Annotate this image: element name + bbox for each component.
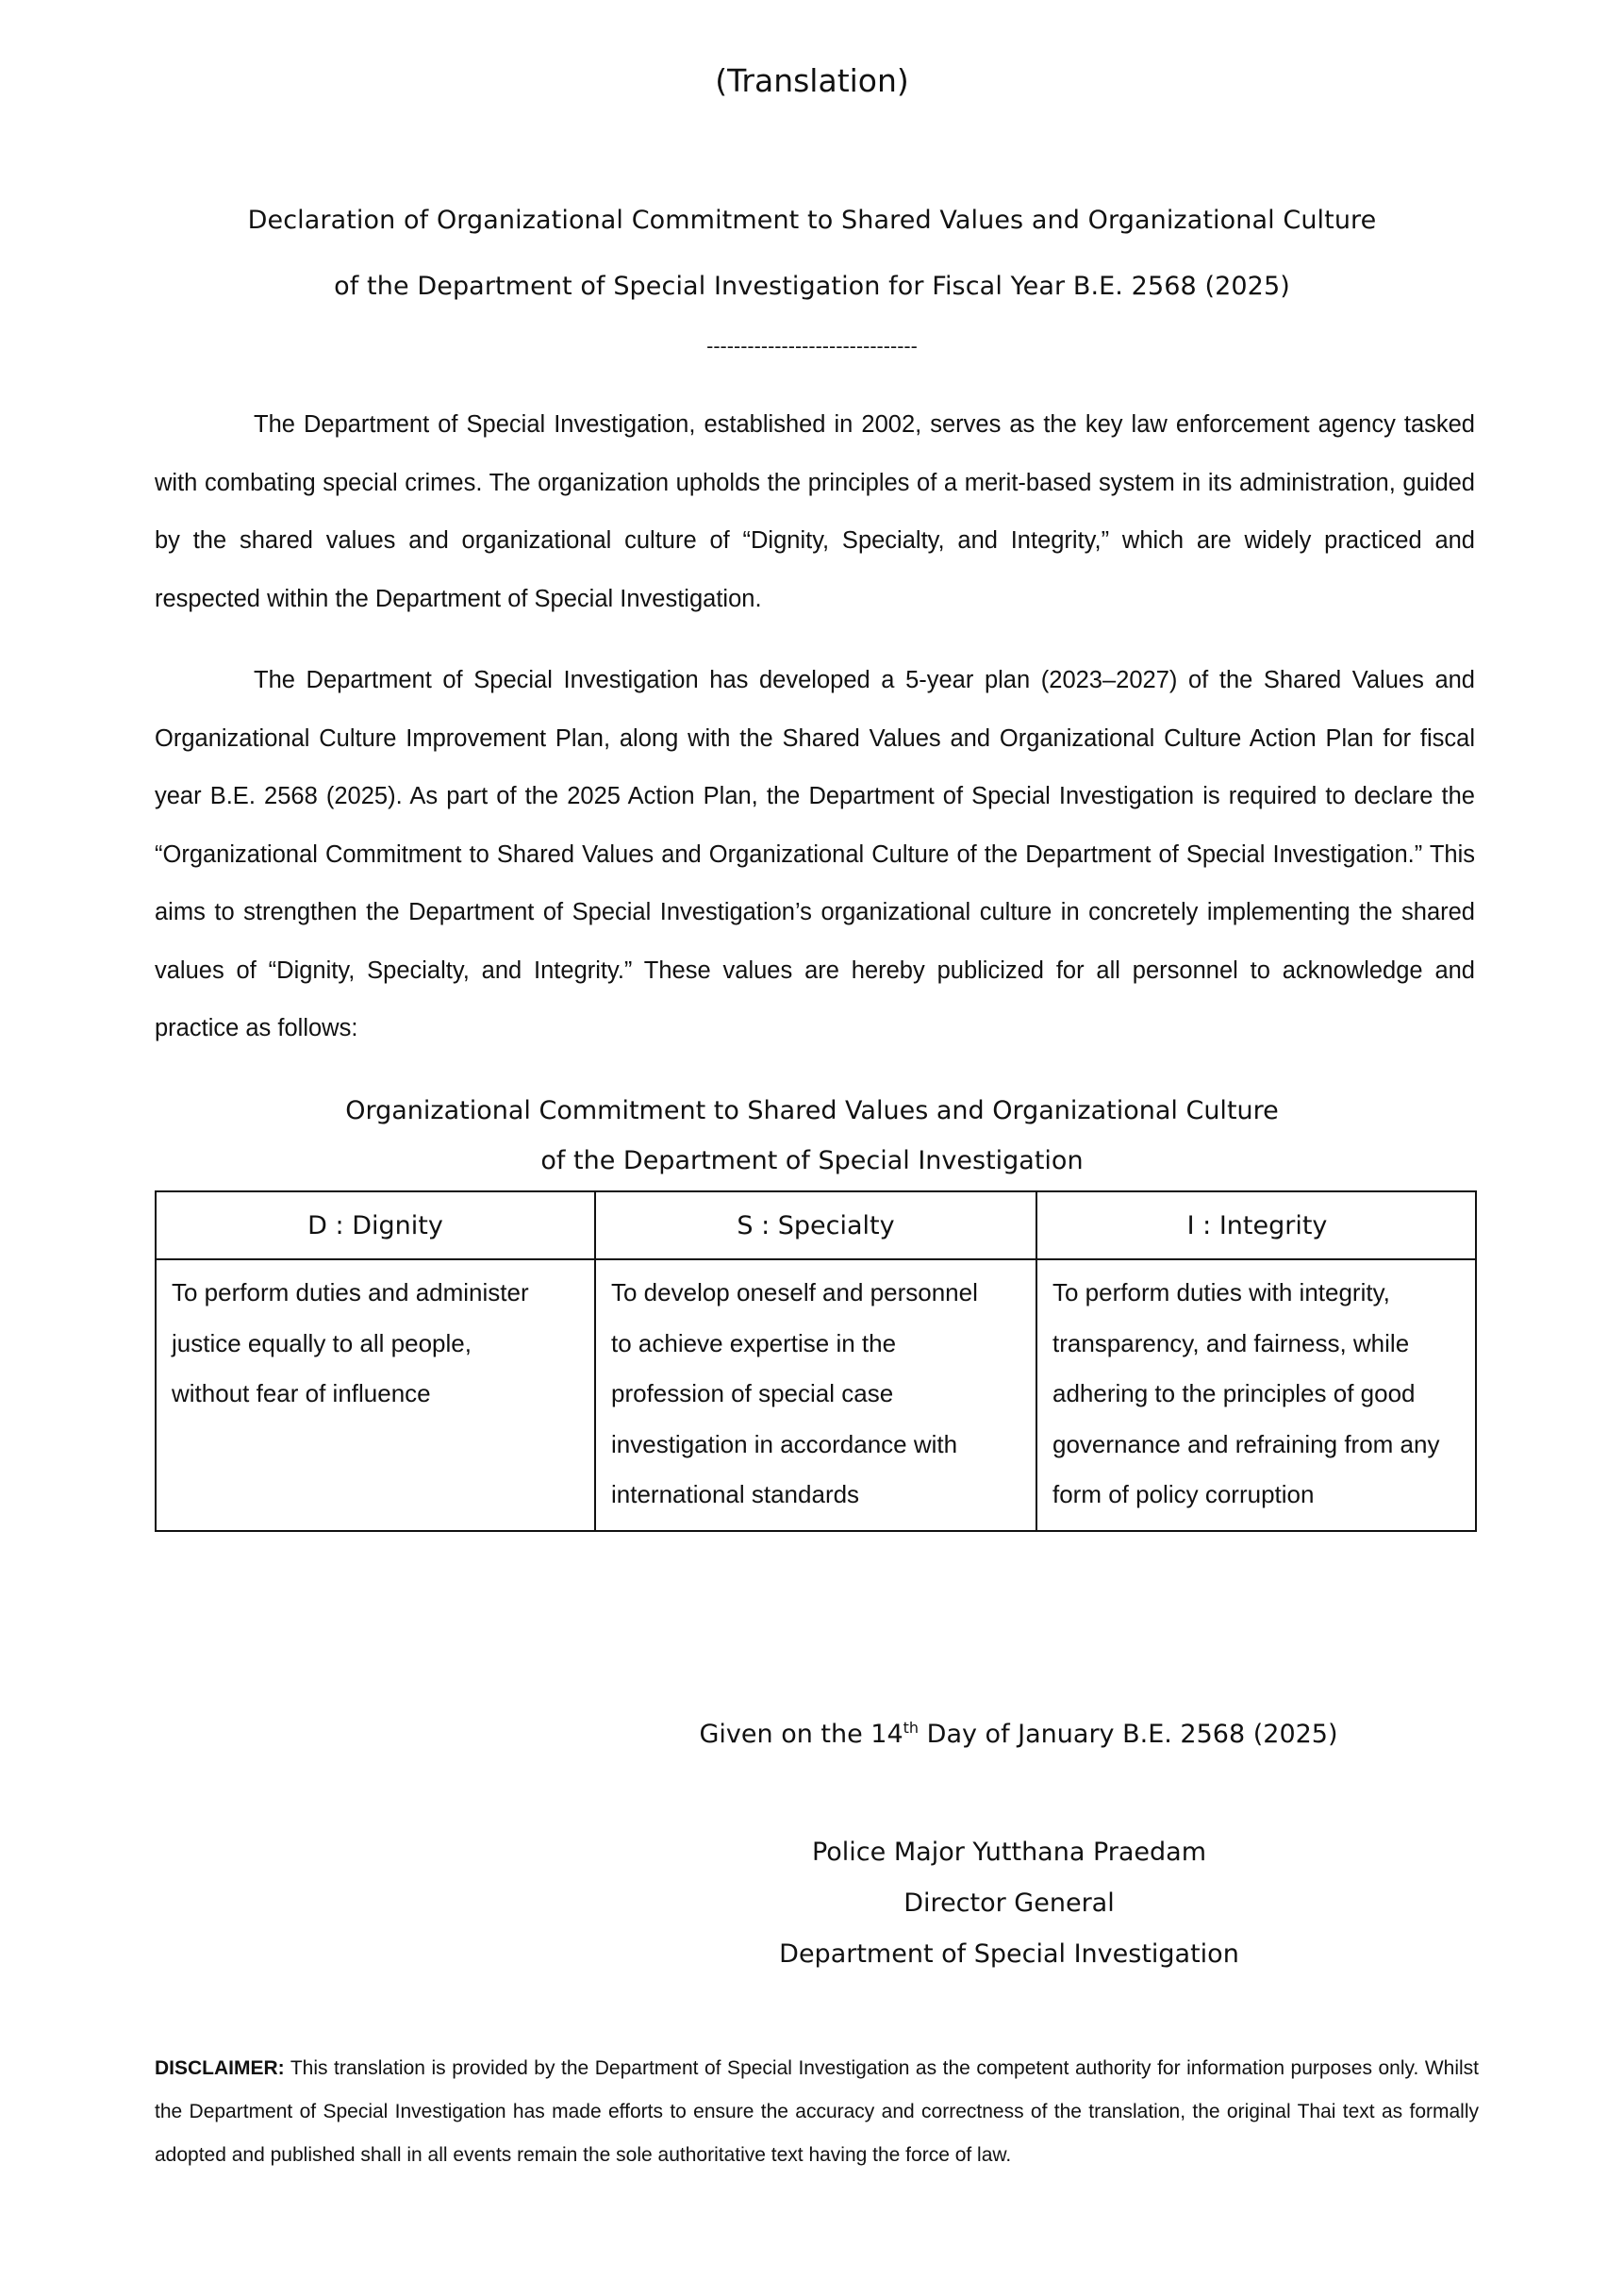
table-cell-line: To develop oneself and personnel <box>611 1278 978 1306</box>
table-cell-line: profession of special case <box>611 1379 894 1407</box>
document-title-line-2: of the Department of Special Investigation for Fiscal Year B.E. 2568 (2025) <box>334 272 1290 301</box>
table-header-dignity: D : Dignity <box>307 1211 443 1240</box>
given-on-ordinal: th <box>903 1719 920 1737</box>
table-cell-line: justice equally to all people, <box>172 1328 472 1357</box>
title-divider: ------------------------------- <box>706 335 918 358</box>
table-cell-line: To perform duties with integrity, <box>1052 1278 1390 1306</box>
table-cell-dignity <box>172 1268 587 1420</box>
document-title-line-1: Declaration of Organizational Commitment to Shared Values and Organizational Culture <box>247 206 1377 235</box>
disclaimer-label: DISCLAIMER: <box>155 2057 285 2079</box>
given-on-suffix: Day of January B.E. 2568 (2025) <box>919 1720 1338 1749</box>
signer-name: Police Major Yutthana Praedam <box>811 1838 1207 1867</box>
table-cell-line: adhering to the principles of good <box>1052 1379 1416 1407</box>
signer-title: Director General <box>903 1888 1115 1918</box>
signer-organization: Department of Special Investigation <box>779 1939 1239 1969</box>
table-cell-line: international standards <box>611 1480 860 1508</box>
table-cell-specialty <box>611 1268 1030 1521</box>
table-header-integrity: I : Integrity <box>1186 1211 1328 1240</box>
disclaimer <box>155 2047 1479 2177</box>
given-on-prefix: Given on the 14 <box>699 1720 903 1749</box>
table-title-line-1: Organizational Commitment to Shared Values and Organizational Culture <box>345 1096 1279 1125</box>
body-paragraph-2: The Department of Special Investigation has developed a 5-year plan (2023–2027) of the Shared Values and Organizational Culture Improvement Plan, along with the Shared Values and Organizational Culture Action Plan for fiscal year B.E. 2568 (2025). As part of the 2025 Action Plan, the Department of Special Investigation is required to declare the “Organizational Commitment to Shared Values and Organizational Culture of the Department of Special Investigation.” This aims to strengthen the Department of Special Investigation’s organizational culture in concretely implementing the shared values of “Dignity, Specialty, and Integrity.” These values are hereby publicized for all personnel to acknowledge and practice as follows: <box>155 667 1475 1041</box>
table-cell-line: governance and refraining from any <box>1052 1429 1440 1458</box>
translation-label: (Translation) <box>715 62 909 99</box>
table-cell-integrity <box>1052 1268 1471 1521</box>
disclaimer-text: This translation is provided by the Department of Special Investigation as the competent authority for information purposes only. Whilst the Department of Special Investigation has made efforts to ensure the accuracy and correctness of the translation, the original Thai text as formally adopted and published shall in all events remain the sole authoritative text having the force of law. <box>155 2057 1479 2166</box>
body-paragraph-1: The Department of Special Investigation, established in 2002, serves as the key law enforcement agency tasked with combating special crimes. The organization upholds the principles of a merit-based system in its administration, guided by the shared values and organizational culture of “Dignity, Specialty, and Integrity,” which are widely practiced and respected within the Department of Special Investigation. <box>155 411 1475 612</box>
table-cell-line: investigation in accordance with <box>611 1429 958 1458</box>
table-header-specialty: S : Specialty <box>737 1211 895 1240</box>
table-cell-line: to achieve expertise in the <box>611 1328 897 1357</box>
given-on-date <box>660 1719 1377 1749</box>
values-table <box>155 1190 1477 1532</box>
table-cell-line: form of policy corruption <box>1052 1480 1315 1508</box>
table-cell-line: transparency, and fairness, while <box>1052 1328 1410 1357</box>
table-cell-line: To perform duties and administer <box>172 1278 529 1306</box>
table-title-line-2: of the Department of Special Investigation <box>540 1146 1084 1175</box>
table-cell-line: without fear of influence <box>172 1379 431 1407</box>
